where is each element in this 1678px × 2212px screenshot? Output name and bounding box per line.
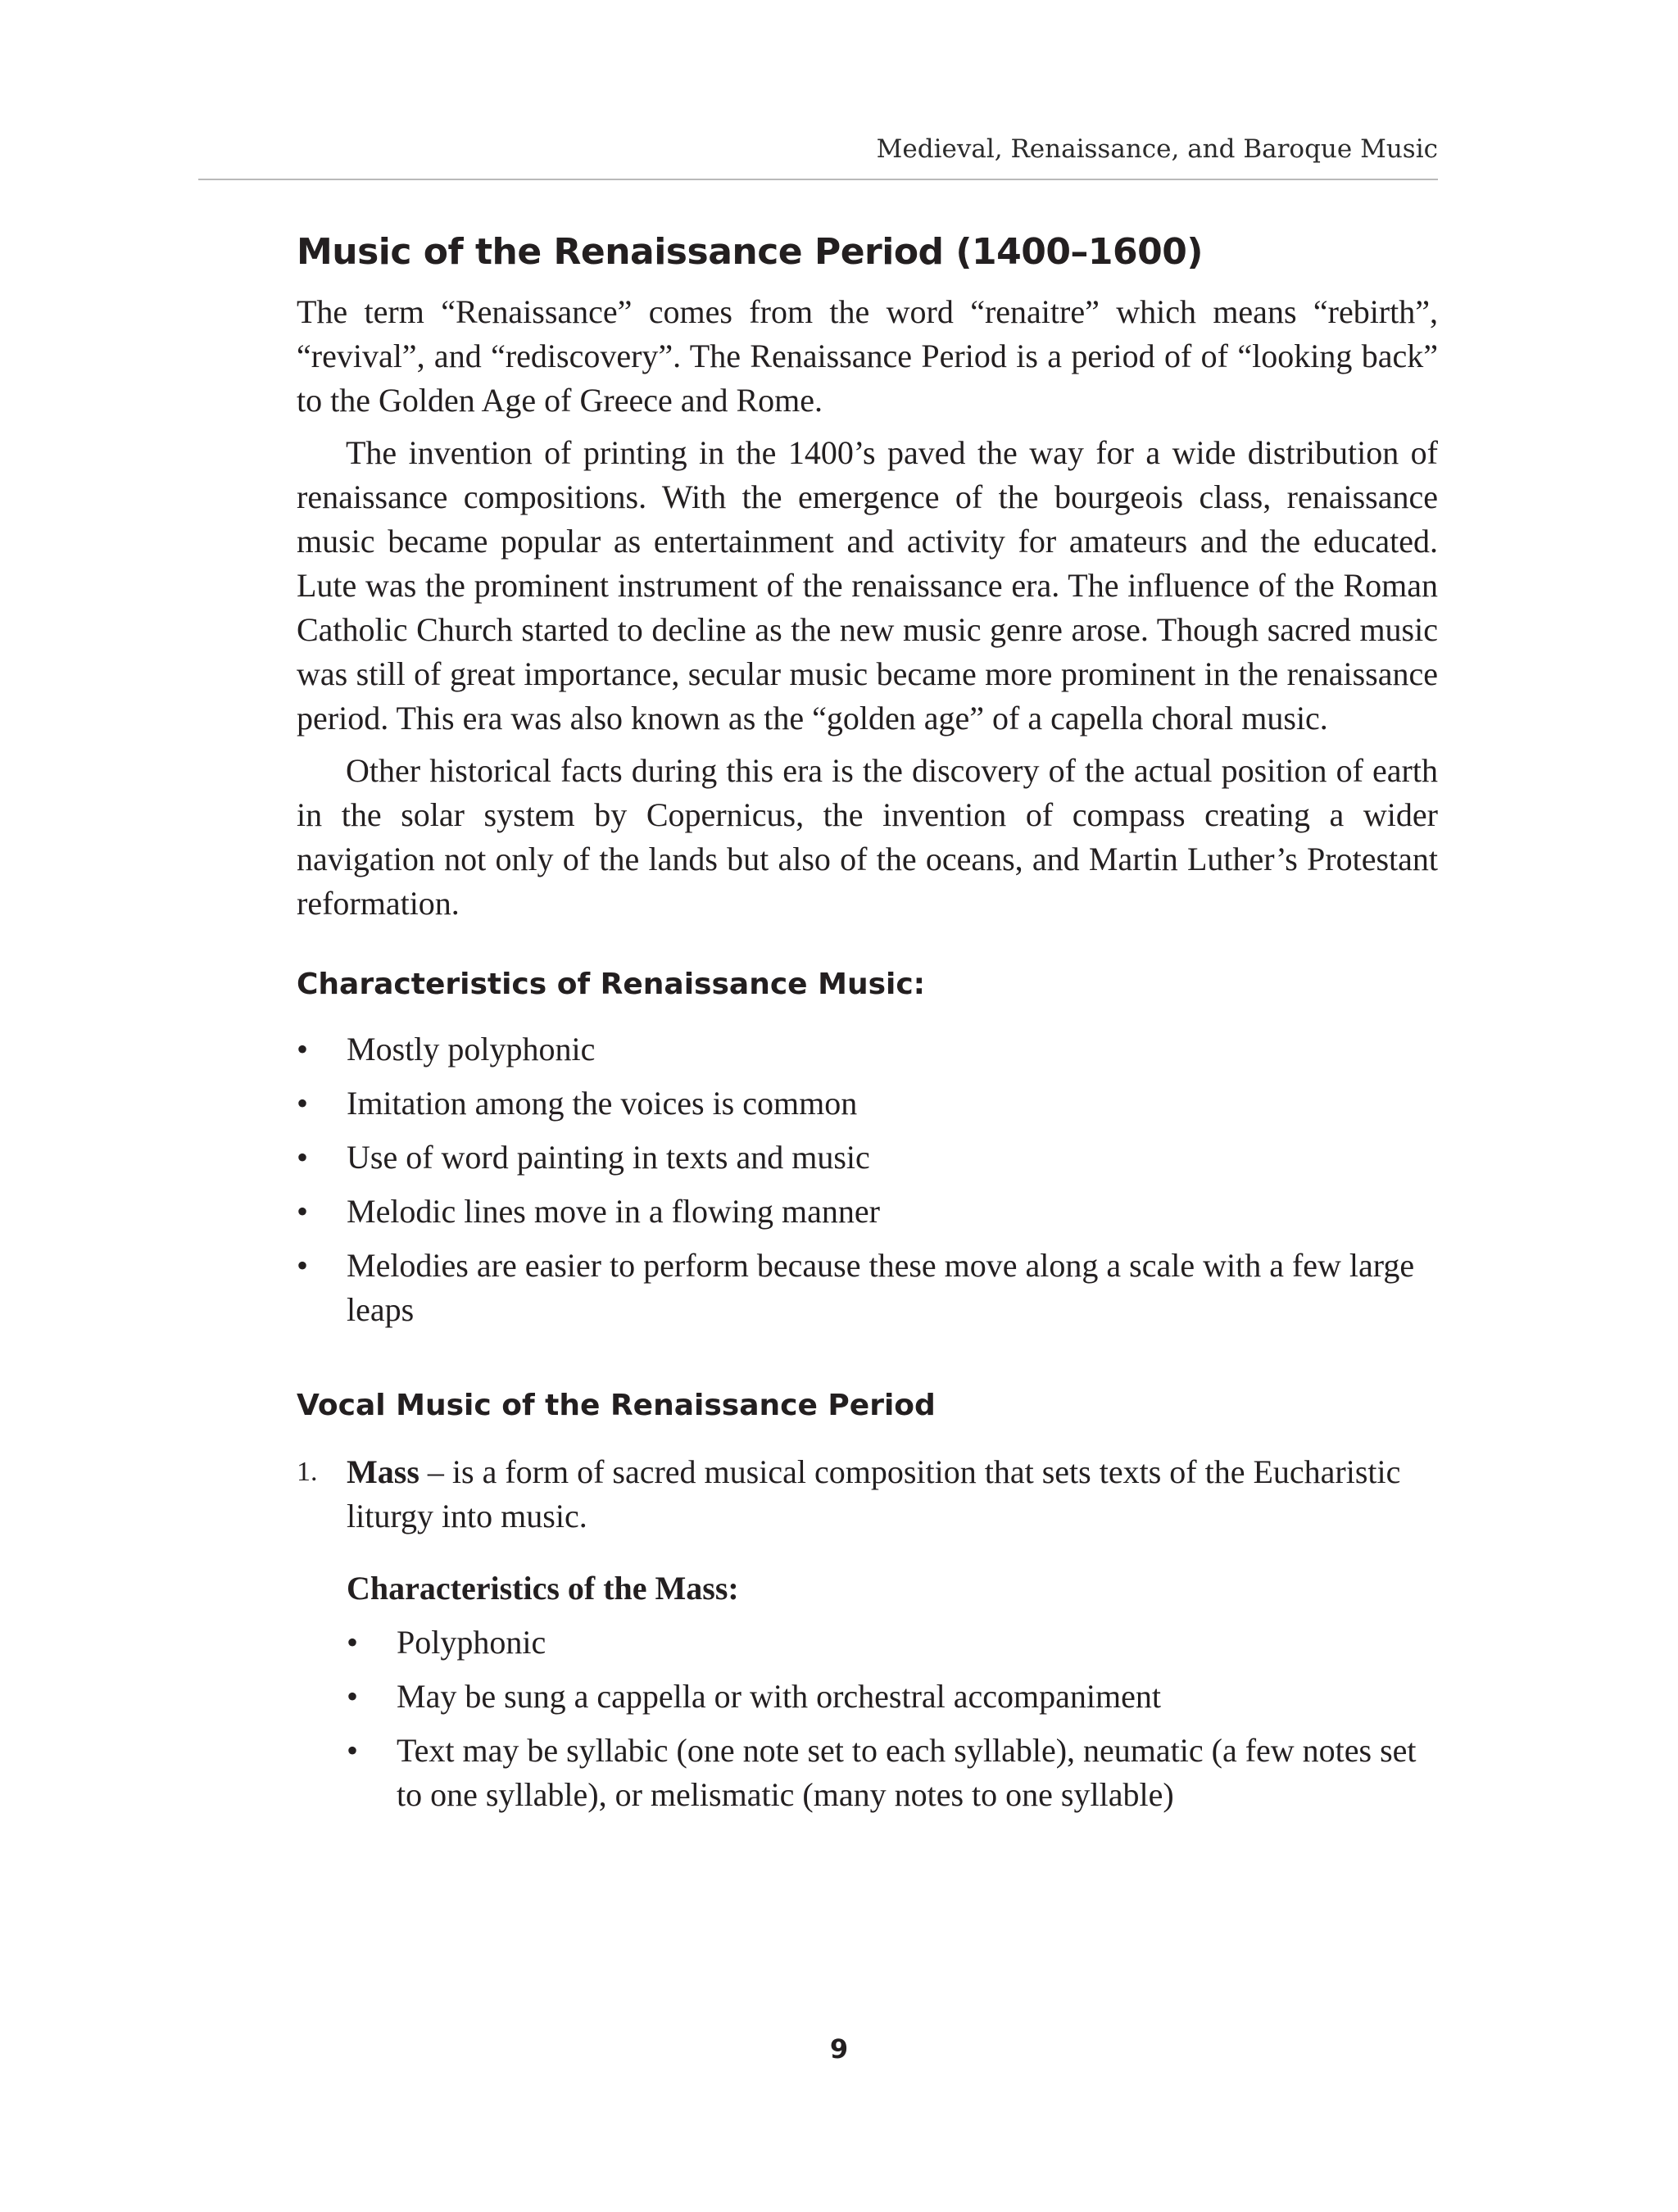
list-item-text: Use of word painting in texts and music: [347, 1139, 870, 1176]
bullet-icon: •: [297, 1031, 309, 1067]
bullet-icon: •: [297, 1139, 309, 1176]
list-item: [347, 1729, 1438, 1817]
printing-paragraph: The invention of printing in the 1400’s paved the way for a wide distribution of renaissance compositions. With the emergence of the bourgeois class, renaissance music became popular as entertainment and activity for amateurs and the educated. Lute was the prominent instrument of the renaissance era. The influence of the Roman Catholic Church started to decline as the new music genre arose. Though sacred music was still of great importance, secular music became more prominent in the renaissance period. This era was also known as the “golden age” of a capella choral music.: [297, 434, 1438, 737]
list-item: [297, 1081, 1438, 1126]
item-number: 1.: [297, 1457, 318, 1487]
list-item: [297, 1027, 1438, 1072]
list-item-text: Text may be syllabic (one note set to each syllable), neumatic (a few notes set to one syllable), or melismatic (many notes to one syllable): [397, 1732, 1417, 1813]
list-item: [297, 1190, 1438, 1234]
intro-paragraph: The term “Renaissance” comes from the word “renaitre” which means “rebirth”, “revival”, and “rediscovery”. The Renaissance Period is a period of of “looking back” to the Golden Age of Greece and Rome.: [297, 293, 1438, 419]
mass-characteristics-list: [347, 1620, 1438, 1817]
mass-item: [297, 1450, 1438, 1817]
list-item: [297, 1135, 1438, 1180]
section-title: Music of the Renaissance Period (1400–1600): [297, 231, 1203, 273]
bullet-icon: •: [347, 1732, 359, 1769]
running-header: Medieval, Renaissance, and Baroque Music: [876, 134, 1438, 164]
characteristics-list: [297, 1027, 1438, 1332]
header-divider: [198, 179, 1438, 180]
vocal-music-list: [297, 1450, 1438, 1817]
vocal-music-heading: Vocal Music of the Renaissance Period: [297, 1389, 936, 1422]
page-content: [297, 226, 1438, 1827]
bullet-icon: •: [297, 1193, 309, 1230]
historical-facts-paragraph: Other historical facts during this era is the discovery of the actual position of earth in the solar system by Copernicus, the invention of compass creating a wider navigation not only of the lands but also of the oceans, and Martin Luther’s Protestant reformation.: [297, 752, 1438, 922]
list-item-text: Mostly polyphonic: [347, 1031, 596, 1067]
list-item-text: May be sung a cappella or with orchestral accompaniment: [397, 1678, 1161, 1715]
page-number: 9: [829, 2033, 849, 2065]
bullet-icon: •: [347, 1678, 359, 1715]
bullet-icon: •: [297, 1085, 309, 1122]
list-item-text: Polyphonic: [397, 1624, 546, 1661]
bullet-icon: •: [347, 1624, 359, 1661]
mass-definition: – is a form of sacred musical composition that sets texts of the Eucharistic liturgy into music.: [347, 1453, 1401, 1534]
list-item-text: Melodic lines move in a flowing manner: [347, 1193, 880, 1230]
mass-term: Mass: [347, 1453, 420, 1490]
list-item-text: Melodies are easier to perform because these move along a scale with a few large leaps: [347, 1247, 1415, 1328]
mass-characteristics-heading: Characteristics of the Mass:: [347, 1570, 739, 1607]
characteristics-heading: Characteristics of Renaissance Music:: [297, 968, 926, 1001]
list-item: [347, 1675, 1438, 1719]
bullet-icon: •: [297, 1247, 309, 1284]
list-item: [297, 1244, 1438, 1332]
list-item: [347, 1620, 1438, 1665]
list-item-text: Imitation among the voices is common: [347, 1085, 858, 1122]
